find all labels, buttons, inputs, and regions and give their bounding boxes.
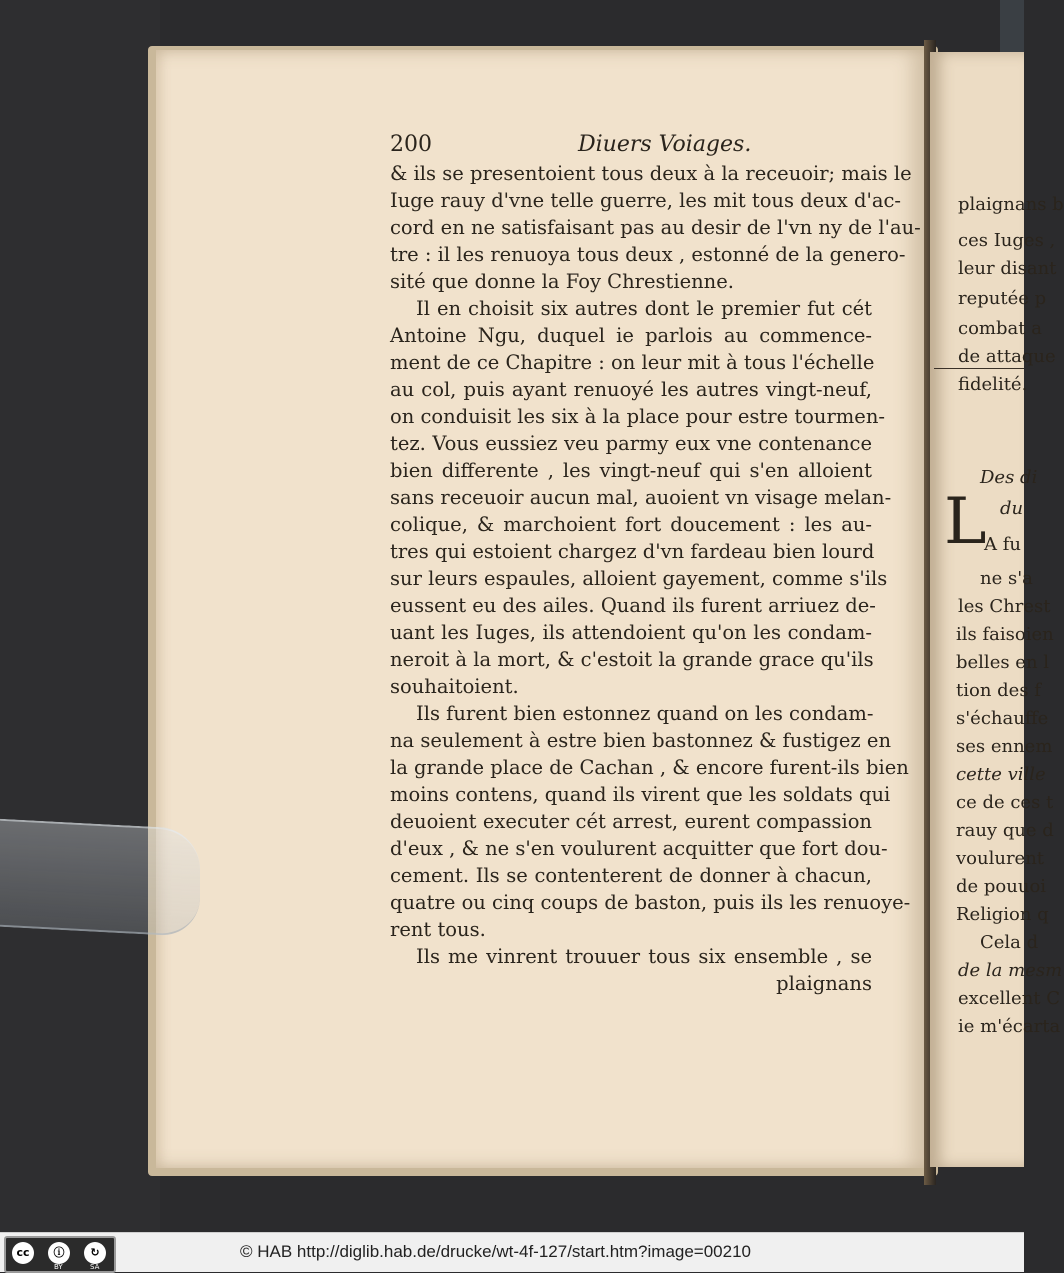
- text-line: Ils furent bien estonnez quand on les condam-: [416, 702, 874, 725]
- facing-text-line: leur disant: [958, 258, 1057, 279]
- facing-text-line: voulurent: [956, 848, 1045, 869]
- text-line: eussent eu des ailes. Quand ils furent arriuez de-: [390, 594, 876, 617]
- catchword: plaignans: [776, 972, 872, 995]
- facing-text-line: de attaque: [958, 346, 1056, 367]
- text-line: neroit à la mort, & c'estoit la grande grace qu'ils: [390, 648, 874, 671]
- text-line: na seulement à estre bien bastonnez & fustigez en: [390, 729, 892, 752]
- facing-text-line: s'échauffe: [956, 708, 1049, 729]
- text-line: rent tous.: [390, 918, 486, 941]
- text-line: Antoine Ngu, duquel ie parlois au commence-: [390, 324, 872, 347]
- text-line: Iuge rauy d'vne telle guerre, les mit tous deux d'ac-: [390, 189, 901, 212]
- text-line: deuoient executer cét arrest, eurent compassion: [390, 810, 872, 833]
- facing-text-line: cette ville: [956, 764, 1046, 785]
- sa-label: SA: [90, 1263, 100, 1271]
- text-line: la grande place de Cachan , & encore furent-ils bien: [390, 756, 909, 779]
- facing-text-line: ces Iuges ,: [958, 230, 1056, 251]
- glass-page-holder: [0, 819, 200, 937]
- facing-text-line: belles en l: [956, 652, 1050, 673]
- text-line: on conduisit les six à la place pour estre tourmen-: [390, 405, 885, 428]
- facing-text-line: ils faisoien: [956, 624, 1054, 645]
- facing-text-line: ses ennem: [956, 736, 1053, 757]
- facing-text-line: fidelité.: [958, 374, 1028, 395]
- text-line: tez. Vous eussiez veu parmy eux vne contenance: [390, 432, 872, 455]
- footer-bar: [0, 1232, 1024, 1272]
- body-text: [390, 160, 921, 997]
- facing-text-line: plaignans b: [958, 194, 1064, 215]
- facing-text-line: excellent C: [958, 988, 1061, 1009]
- text-line: d'eux , & ne s'en voulurent acquitter que fort dou-: [390, 837, 888, 860]
- facing-text-line: Des di: [980, 467, 1038, 488]
- facing-page: [930, 52, 1064, 1167]
- facing-text-line: de pouuoi: [956, 876, 1047, 897]
- text-line: souhaitoient.: [390, 675, 519, 698]
- facing-text-line: Cela d: [980, 932, 1039, 953]
- text-line: cord en ne satisfaisant pas au desir de l'vn ny de l'au-: [390, 216, 921, 239]
- facing-text-line: ie m'écarta: [958, 1016, 1061, 1037]
- facing-text-line: du: [1000, 498, 1024, 519]
- cc-license-badge[interactable]: [4, 1236, 116, 1273]
- running-title: Diuers Voiages.: [578, 132, 752, 157]
- facing-text-line: tion des f: [956, 680, 1041, 701]
- page-number: 200: [390, 132, 432, 157]
- facing-text-line: ne s'a: [980, 568, 1033, 589]
- facing-text-line: combat a: [958, 318, 1042, 339]
- text-line: sur leurs espaules, alloient gayement, comme s'ils: [390, 567, 888, 590]
- cc-icon: cc: [12, 1242, 34, 1264]
- facing-text-line: de la mesm: [958, 960, 1063, 981]
- text-line: quatre ou cinq coups de baston, puis ils les renuoye-: [390, 891, 911, 914]
- footer-source-text[interactable]: © HAB http://diglib.hab.de/drucke/wt-4f-127/start.htm?image=00210: [240, 1242, 752, 1261]
- facing-text-line: A fu: [984, 534, 1021, 555]
- text-line: uant les Iuges, ils attendoient qu'on les condam-: [390, 621, 872, 644]
- text-line: cement. Ils se contenterent de donner à chacun,: [390, 864, 872, 887]
- by-label: BY: [54, 1263, 63, 1271]
- facing-text-line: Religion q: [956, 904, 1049, 925]
- text-line: au col, puis ayant renuoyé les autres vingt-neuf,: [390, 378, 872, 401]
- text-line: colique, & marchoient fort doucement : les au-: [390, 513, 872, 536]
- text-line: sité que donne la Foy Chrestienne.: [390, 270, 734, 293]
- by-icon: ⓘ: [48, 1242, 70, 1264]
- text-line: tres qui estoient chargez d'vn fardeau bien lourd: [390, 540, 875, 563]
- book-cover-edge: [1000, 0, 1024, 60]
- section-rule: [934, 368, 1024, 369]
- text-line: Ils me vinrent trouuer tous six ensemble , se: [416, 945, 872, 968]
- facing-text-line: les Chrest: [958, 596, 1051, 617]
- dark-background: [0, 0, 160, 1232]
- facing-text-line: ce de ces t: [956, 792, 1054, 813]
- text-line: Il en choisit six autres dont le premier fut cét: [416, 297, 872, 320]
- sa-icon: ↻: [84, 1242, 106, 1264]
- facing-text-line: reputée p: [958, 288, 1047, 309]
- text-line: ment de ce Chapitre : on leur mit à tous l'échelle: [390, 351, 875, 374]
- facing-text-line: rauy que d: [956, 820, 1054, 841]
- text-line: bien differente , les vingt-neuf qui s'en alloient: [390, 459, 872, 482]
- drop-cap: L: [944, 485, 987, 559]
- page-header: [390, 132, 870, 162]
- text-line: & ils se presentoient tous deux à la receuoir; mais le: [390, 162, 912, 185]
- text-line: sans receuoir aucun mal, auoient vn visage melan-: [390, 486, 892, 509]
- text-line: moins contens, quand ils virent que les soldats qui: [390, 783, 891, 806]
- text-line: tre : il les renuoya tous deux , estonné de la genero-: [390, 243, 906, 266]
